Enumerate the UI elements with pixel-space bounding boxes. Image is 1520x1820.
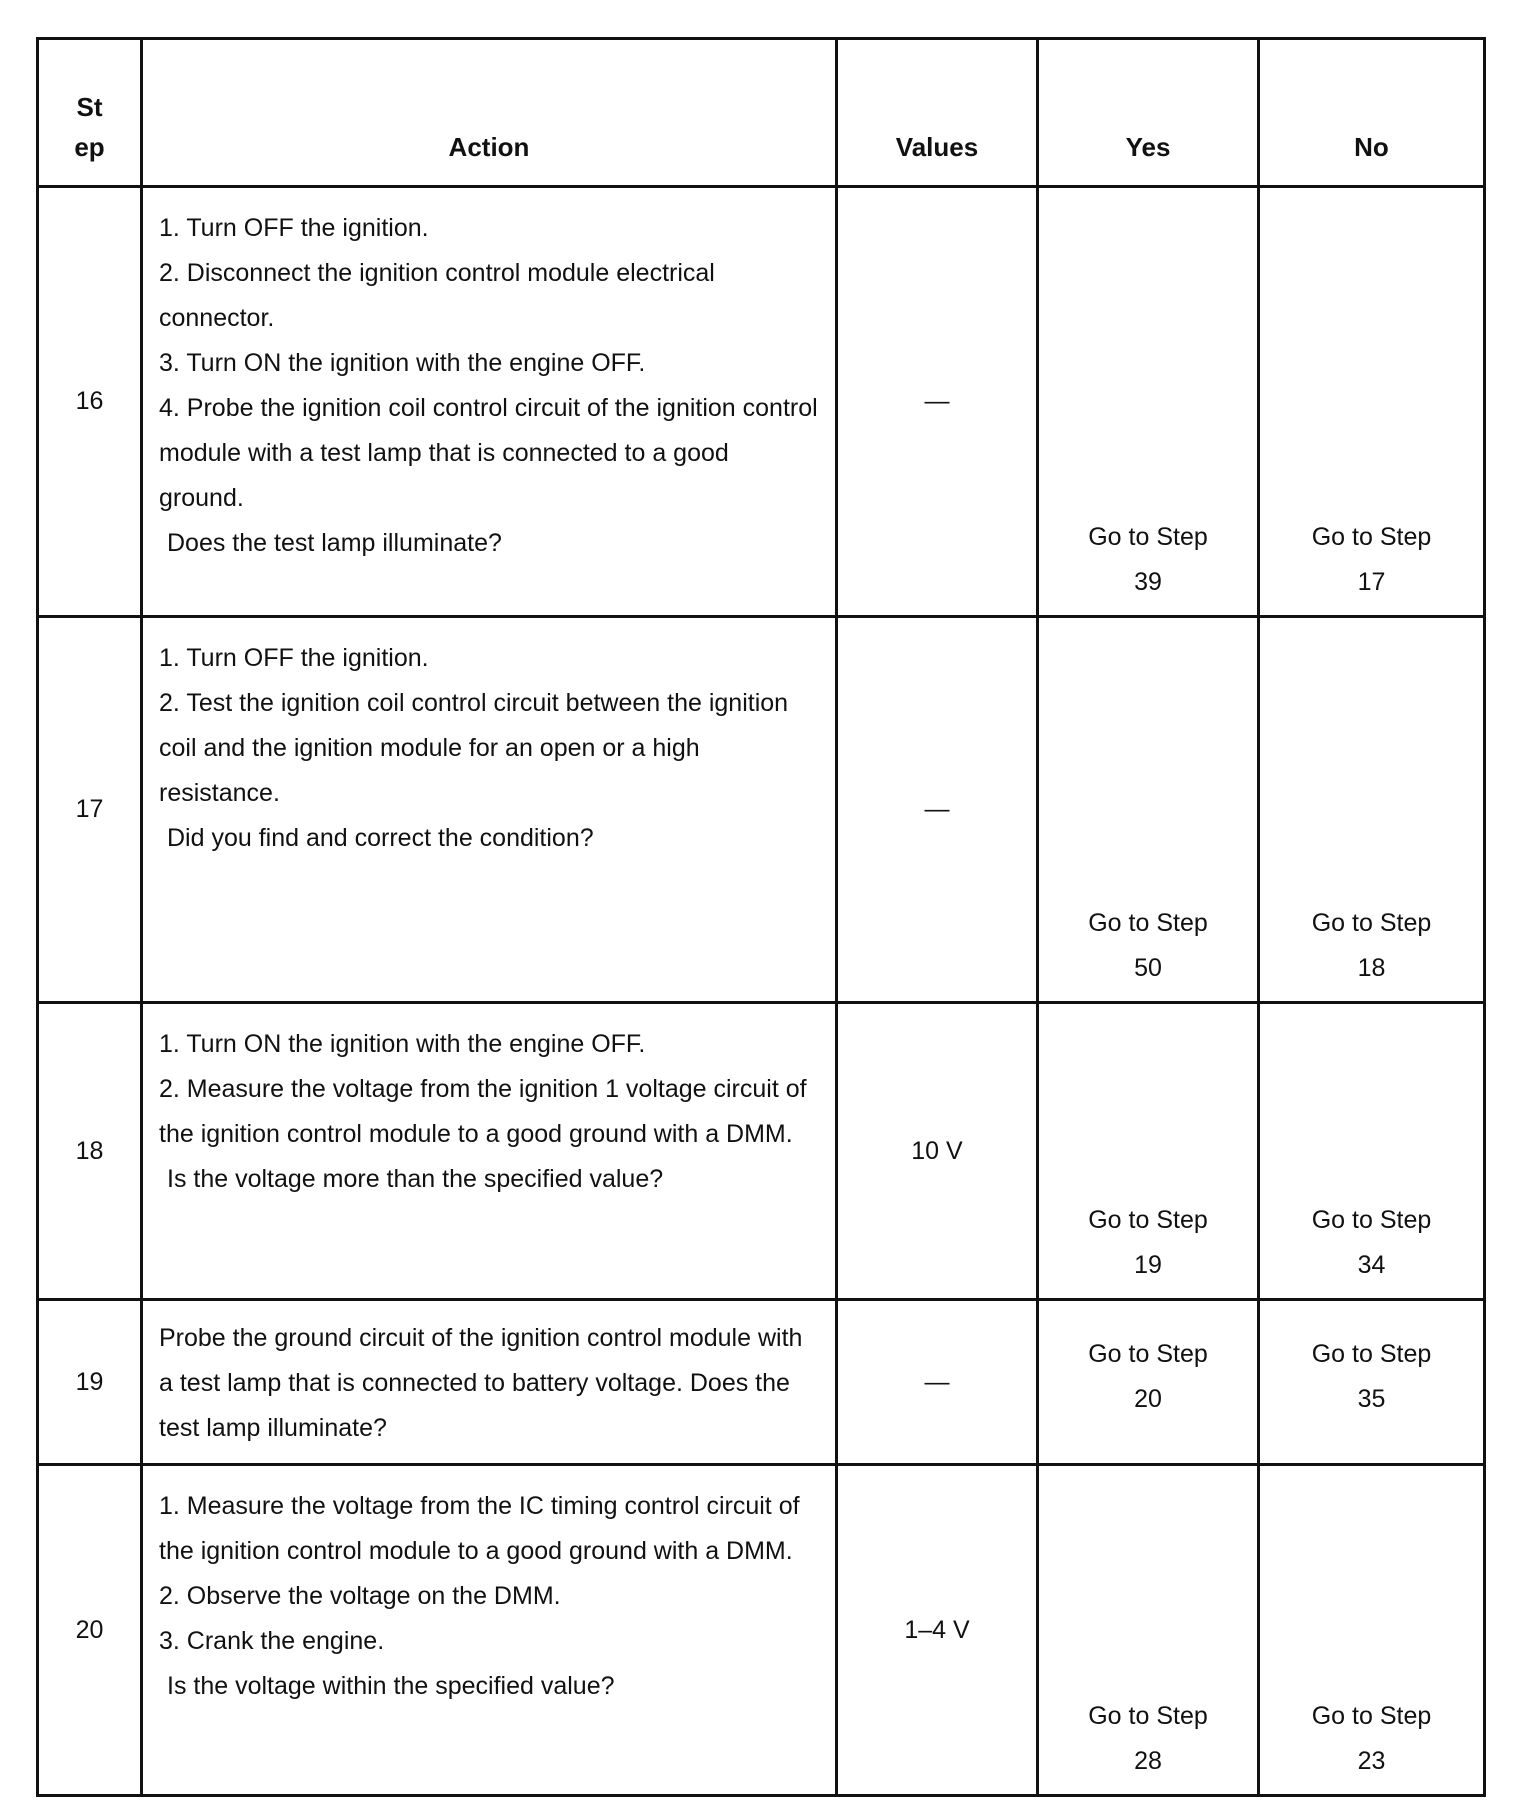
go-label: Go to Step	[1088, 523, 1208, 551]
action-question: Is the voltage within the specified value?	[167, 1672, 615, 1700]
table-row	[38, 187, 1485, 617]
go-label: Go to Step	[1311, 909, 1432, 937]
no-step: 35	[1357, 1385, 1386, 1413]
action-line: 2. Observe the voltage on the DMM.	[159, 1582, 561, 1610]
yes-step: 20	[1134, 1385, 1162, 1413]
no-step: 17	[1357, 568, 1386, 596]
no-cell	[1259, 1300, 1485, 1465]
yes-step: 19	[1134, 1251, 1162, 1279]
no-step: 18	[1357, 954, 1386, 982]
go-label: Go to Step	[1311, 1206, 1432, 1234]
action-cell	[142, 617, 837, 1003]
table-row	[38, 1465, 1485, 1796]
yes-cell	[1038, 1003, 1259, 1300]
go-label: Go to Step	[1088, 1702, 1208, 1730]
action-cell	[142, 1003, 837, 1300]
go-label: Go to Step	[1088, 1340, 1208, 1368]
header-values: Values	[837, 39, 1038, 187]
yes-step: 28	[1134, 1747, 1162, 1775]
yes-cell	[1038, 1465, 1259, 1796]
go-label: Go to Step	[1088, 1206, 1208, 1234]
step-number: 19	[38, 1300, 142, 1465]
action-line: 3. Turn ON the ignition with the engine OFF.	[159, 349, 646, 377]
action-line: 1. Turn OFF the ignition.	[159, 644, 429, 672]
no-cell	[1259, 617, 1485, 1003]
table-row	[38, 617, 1485, 1003]
no-cell	[1259, 1465, 1485, 1796]
action-question: Did you find and correct the condition?	[167, 824, 594, 852]
action-cell	[142, 1300, 837, 1465]
yes-step: 39	[1134, 568, 1162, 596]
diagnostic-table	[36, 37, 1486, 1797]
step-number: 20	[38, 1465, 142, 1796]
value-cell: —	[837, 1300, 1038, 1465]
go-label: Go to Step	[1311, 1340, 1432, 1368]
value-cell: 10 V	[837, 1003, 1038, 1300]
step-number: 18	[38, 1003, 142, 1300]
action-question: Does the test lamp illuminate?	[167, 529, 502, 557]
action-line: Probe the ground circuit of the ignition control module with a test lamp that is connected to battery voltage. Does the test lamp illuminate?	[159, 1323, 803, 1442]
header-yes: Yes	[1038, 39, 1259, 187]
action-line: 1. Turn ON the ignition with the engine OFF.	[159, 1030, 646, 1058]
yes-cell	[1038, 617, 1259, 1003]
table-header-row	[38, 39, 1485, 187]
action-line: 1. Turn OFF the ignition.	[159, 214, 429, 242]
table-row	[38, 1003, 1485, 1300]
action-cell	[142, 1465, 837, 1796]
action-line: 2. Test the ignition coil control circuit between the ignition coil and the ignition module for an open or a high resistance.	[159, 689, 789, 807]
no-cell	[1259, 1003, 1485, 1300]
action-line: 2. Disconnect the ignition control module electrical connector.	[159, 259, 715, 332]
action-line: 1. Measure the voltage from the IC timing control circuit of the ignition control module to a good ground with a DMM.	[159, 1492, 800, 1565]
action-cell	[142, 187, 837, 617]
go-label: Go to Step	[1088, 909, 1208, 937]
header-step: St ep	[38, 39, 142, 187]
action-question: Is the voltage more than the specified value?	[167, 1165, 664, 1193]
no-cell	[1259, 187, 1485, 617]
no-step: 34	[1357, 1251, 1386, 1279]
yes-step: 50	[1134, 954, 1162, 982]
action-line: 3. Crank the engine.	[159, 1627, 385, 1655]
header-action: Action	[142, 39, 837, 187]
header-no: No	[1259, 39, 1485, 187]
yes-cell	[1038, 187, 1259, 617]
value-cell: —	[837, 617, 1038, 1003]
go-label: Go to Step	[1311, 523, 1432, 551]
yes-cell	[1038, 1300, 1259, 1465]
action-line: 2. Measure the voltage from the ignition 1 voltage circuit of the ignition control module to a good ground with a DMM.	[159, 1075, 807, 1148]
value-cell: —	[837, 187, 1038, 617]
table-row	[38, 1300, 1485, 1465]
action-line: 4. Probe the ignition coil control circuit of the ignition control module with a test lamp that is connected to a good ground.	[159, 394, 818, 512]
step-number: 16	[38, 187, 142, 617]
no-step: 23	[1357, 1747, 1386, 1775]
value-cell: 1–4 V	[837, 1465, 1038, 1796]
go-label: Go to Step	[1311, 1702, 1432, 1730]
step-number: 17	[38, 617, 142, 1003]
